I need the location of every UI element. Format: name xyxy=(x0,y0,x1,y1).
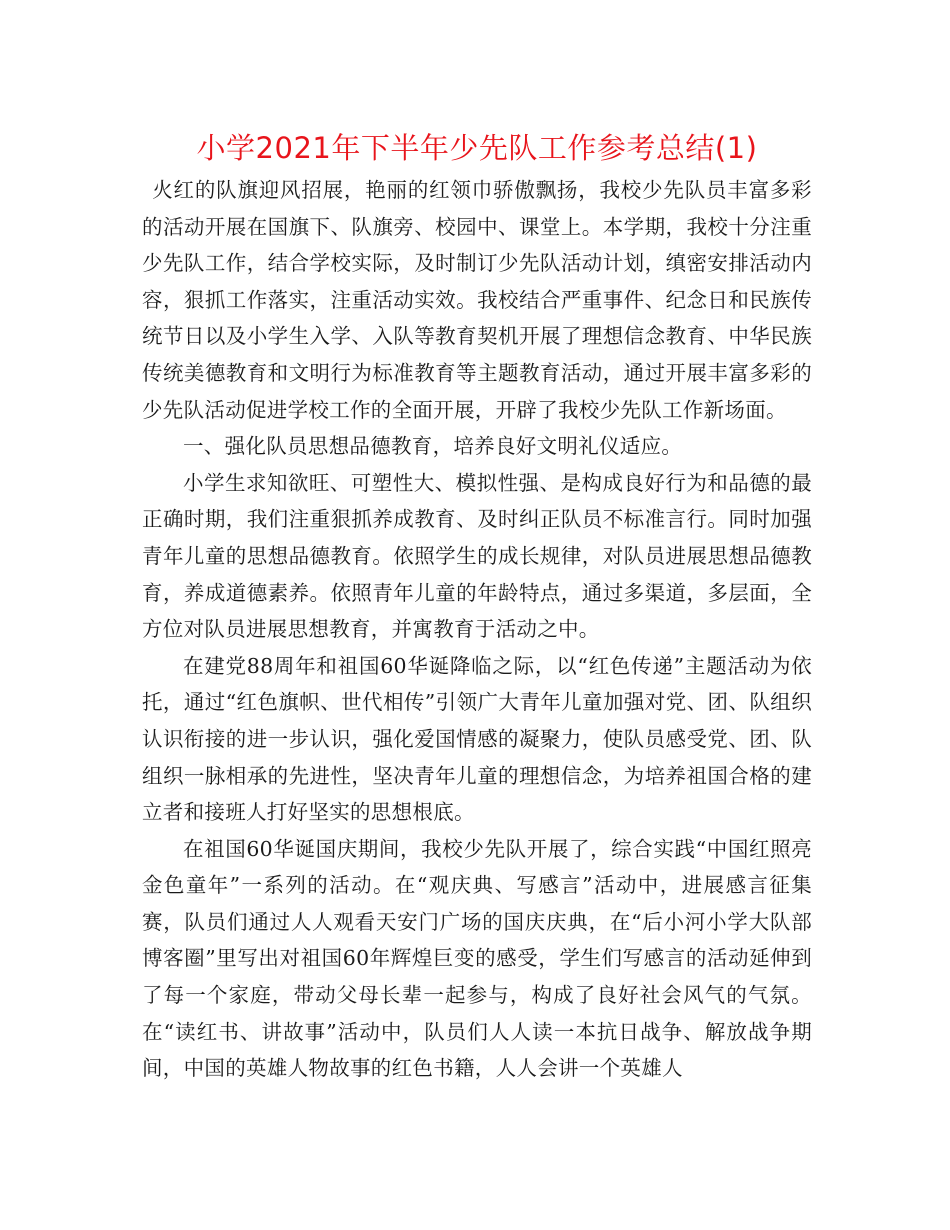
body-paragraph: 小学生求知欲旺、可塑性大、模拟性强、是构成良好行为和品德的最正确时期，我们注重狠抓养成教育、及时纠正队员不标准言行。同时加强青年儿童的思想品德教育。依照学生的成长规律，对队员进展思想品德教育，养成道德素养。依照青年儿童的年龄特点，通过多渠道，多层面，全方位对队员进展思想教育，并寓教育于活动之中。 xyxy=(142,470,812,642)
section-heading: 一、强化队员思想品德教育，培养良好文明礼仪适应。 xyxy=(183,434,683,459)
document-page xyxy=(142,128,812,1087)
document-title: 小学2021年下半年少先队工作参考总结(1) xyxy=(196,131,758,165)
body-paragraph: 在建党88周年和祖国60华诞降临之际，以“红色传递”主题活动为依托，通过“红色旗帜、世代相传”引领广大青年儿童加强对党、团、队组织认识衔接的进一步认识，强化爱国情感的凝聚力，使队员感受党、团、队组织一脉相承的先进性，坚决青年儿童的理想信念，为培养祖国合格的建立者和接班人打好坚实的思想根底。 xyxy=(142,653,812,825)
body-paragraph: 在祖国60华诞国庆期间，我校少先队开展了，综合实践“中国红照亮金色童年”一系列的活动。在“观庆典、写感言”活动中，进展感言征集赛，队员们通过人人观看天安门广场的国庆庆典，在“后小河小学大队部博客圈”里写出对祖国60年辉煌巨变的感受，学生们写感言的活动延伸到了每一个家庭，带动父母长辈一起参与，构成了良好社会风气的气氛。在“读红书、讲故事”活动中，队员们人人读一本抗日战争、解放战争期间，中国的英雄人物故事的红色书籍，人人会讲一个英雄人 xyxy=(142,836,812,1081)
intro-paragraph: 火红的队旗迎风招展，艳丽的红领巾骄傲飘扬，我校少先队员丰富多彩的活动开展在国旗下、队旗旁、校园中、课堂上。本学期，我校十分注重少先队工作，结合学校实际，及时制订少先队活动计划，缜密安排活动内容，狠抓工作落实，注重活动实效。我校结合严重事件、纪念日和民族传统节日以及小学生入学、入队等教育契机开展了理想信念教育、中华民族传统美德教育和文明行为标准教育等主题教育活动，通过开展丰富多彩的少先队活动促进学校工作的全面开展，开辟了我校少先队工作新场面。 xyxy=(142,178,812,422)
